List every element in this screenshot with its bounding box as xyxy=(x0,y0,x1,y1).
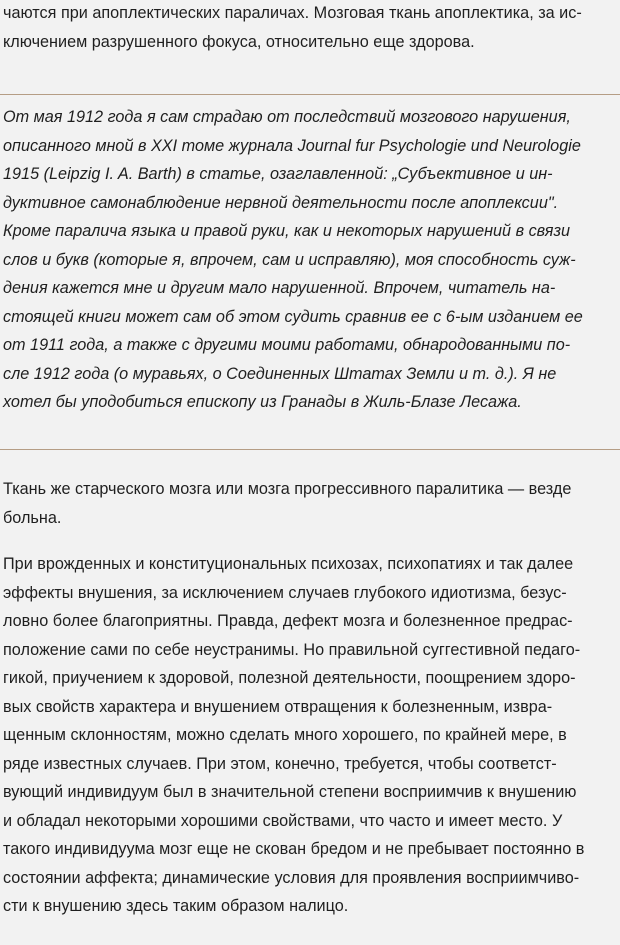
text-line: вующий индивидуум был в значительной степени восприимчив к внушению xyxy=(3,783,577,801)
text-line: сти к внушению здесь таким образом налицо. xyxy=(3,897,349,915)
text-line: Кроме паралича языка и правой руки, как и некоторых нарушений в связи xyxy=(3,222,571,240)
text-line: вых свойств характера и внушением отвращения к болезненным, извра- xyxy=(3,697,553,716)
text-line: описанного мной в XXI томе журнала Journal fur Psychologie und Neurologie xyxy=(3,136,581,155)
text-line: ловно более благоприятны. Правда, дефект мозга и болезненное предрас- xyxy=(3,612,573,630)
text-line: состоянии аффекта; динамические условия для проявления восприимчиво- xyxy=(3,868,580,887)
text-line: сле 1912 года (о муравьях, о Соединенных Штатах Земли и т. д.). Я не xyxy=(3,364,557,383)
text-line: хотел бы уподобиться епископу из Гранады в Жиль-Блазе Лесажа. xyxy=(3,393,522,411)
text-line: положение сами по себе неустранимы. Но правильной суггестивной педаго- xyxy=(3,640,581,659)
text-line: от 1911 года, а также с другими моими работами, обнародованными по- xyxy=(3,336,571,354)
paragraph-congenital-psychoses xyxy=(3,550,619,921)
text-line: 1915 (Leipzig I. A. Barth) в статье, озаглавленной: „Субъективное и ин- xyxy=(3,165,553,183)
author-footnote xyxy=(3,103,619,417)
footnote-divider-top xyxy=(0,94,620,95)
text-line: ряде известных случаев. При этом, конечно, требуется, чтобы соответст- xyxy=(3,754,557,773)
paragraph-apoplexy-tissue xyxy=(3,0,619,56)
text-line: эффекты внушения, за исключением случаев глубокого идиотизма, безус- xyxy=(3,583,567,602)
text-line: такого индивидуума мозг еще не скован бредом и не пребывает постоянно в xyxy=(3,840,585,858)
text-line: слов и букв (которые я, впрочем, сам и исправляю), моя способность суж- xyxy=(3,250,576,269)
footnote-divider-bottom xyxy=(0,449,620,450)
text-line: дуктивное самонаблюдение нервной деятельности после апоплексии". xyxy=(3,193,559,212)
text-line: больна. xyxy=(3,508,62,527)
text-line: дения кажется мне и другим мало нарушенной. Впрочем, читатель на- xyxy=(3,279,556,297)
text-line: При врожденных и конституциональных психозах, психопатиях и так далее xyxy=(3,555,574,573)
paragraph-senile-brain xyxy=(3,475,619,532)
text-line: чаются при апоплектических параличах. Мозговая ткань апоплектика, за ис- xyxy=(3,4,582,22)
text-line: и обладал некоторыми хорошими свойствами, что часто и имеет место. У xyxy=(3,811,563,830)
text-line: гикой, приучением к здоровой, полезной деятельности, поощрением здоро- xyxy=(3,669,576,687)
text-line: От мая 1912 года я сам страдаю от последствий мозгового нарушения, xyxy=(3,108,571,126)
text-line: ключением разрушенного фокуса, относительно еще здорова. xyxy=(3,32,475,51)
text-line: Ткань же старческого мозга или мозга прогрессивного паралитика — везде xyxy=(3,480,572,498)
text-line: щенным склонностям, можно сделать много хорошего, по крайней мере, в xyxy=(3,726,567,744)
text-line: стоящей книги может сам об этом судить сравнив ее с 6-ым изданием ее xyxy=(3,307,583,326)
